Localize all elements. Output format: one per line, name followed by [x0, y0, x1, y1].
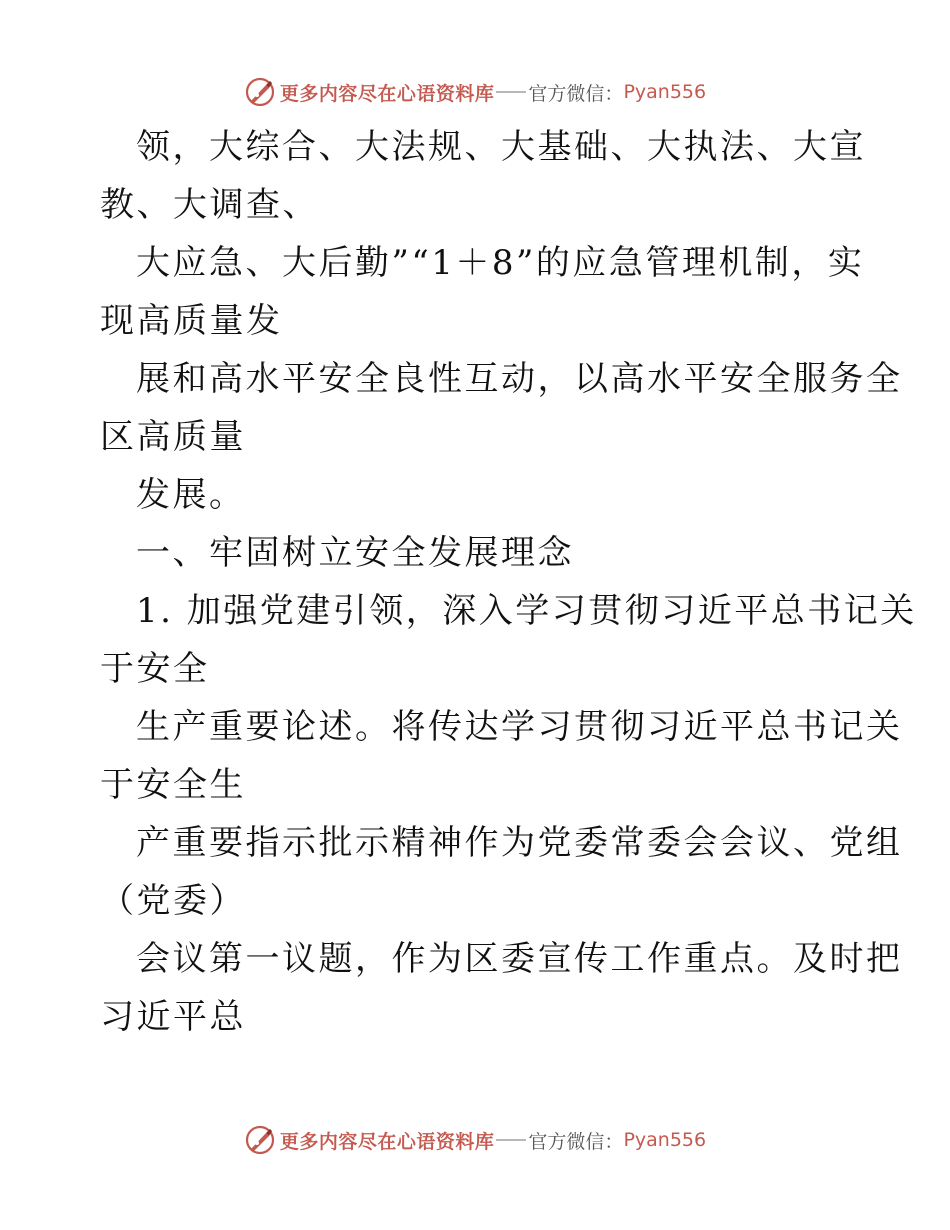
text-line: 1. 加强党建引领，深入学习贯彻习近平总书记关: [136, 591, 917, 631]
text-line: 习近平总: [100, 997, 246, 1037]
pen-logo-icon: [244, 1124, 276, 1156]
site-name-text: 更多内容尽在心语资料库: [279, 1130, 495, 1153]
text-line: 领，大综合、大法规、大基础、大执法、大宣: [136, 127, 866, 167]
separator-dash: [496, 91, 526, 93]
text-line: 发展。: [136, 475, 246, 515]
text-line: 生产重要论述。将传达学习贯彻习近平总书记关: [136, 707, 903, 747]
wechat-id: Pyan556: [623, 81, 707, 103]
wechat-label: 官方微信：: [528, 1130, 624, 1153]
text-line: 于安全生: [100, 765, 246, 805]
text-line: 产重要指示批示精神作为党委常委会会议、党组: [136, 823, 903, 863]
text-line: 会议第一议题，作为区委宣传工作重点。及时把: [136, 939, 903, 979]
separator-dash: [496, 1139, 526, 1141]
text-line: （党委）: [100, 881, 246, 921]
text-line: 大应急、大后勤”“1＋8”的应急管理机制，实: [136, 243, 865, 283]
text-line: 教、大调查、: [100, 185, 319, 225]
document-body: [100, 118, 917, 1046]
text-line: 现高质量发: [100, 301, 283, 341]
text-line: 展和高水平安全良性互动，以高水平安全服务全: [136, 359, 903, 399]
section-heading: 一、牢固树立安全发展理念: [136, 533, 574, 573]
site-name-text: 更多内容尽在心语资料库: [279, 82, 495, 105]
wechat-id: Pyan556: [623, 1129, 707, 1151]
pen-logo-icon: [244, 76, 276, 108]
text-line: 于安全: [100, 649, 210, 689]
wechat-label: 官方微信：: [528, 82, 624, 105]
header-watermark-banner: [0, 72, 950, 112]
footer-watermark-banner: [0, 1120, 950, 1160]
text-line: 区高质量: [100, 417, 246, 457]
